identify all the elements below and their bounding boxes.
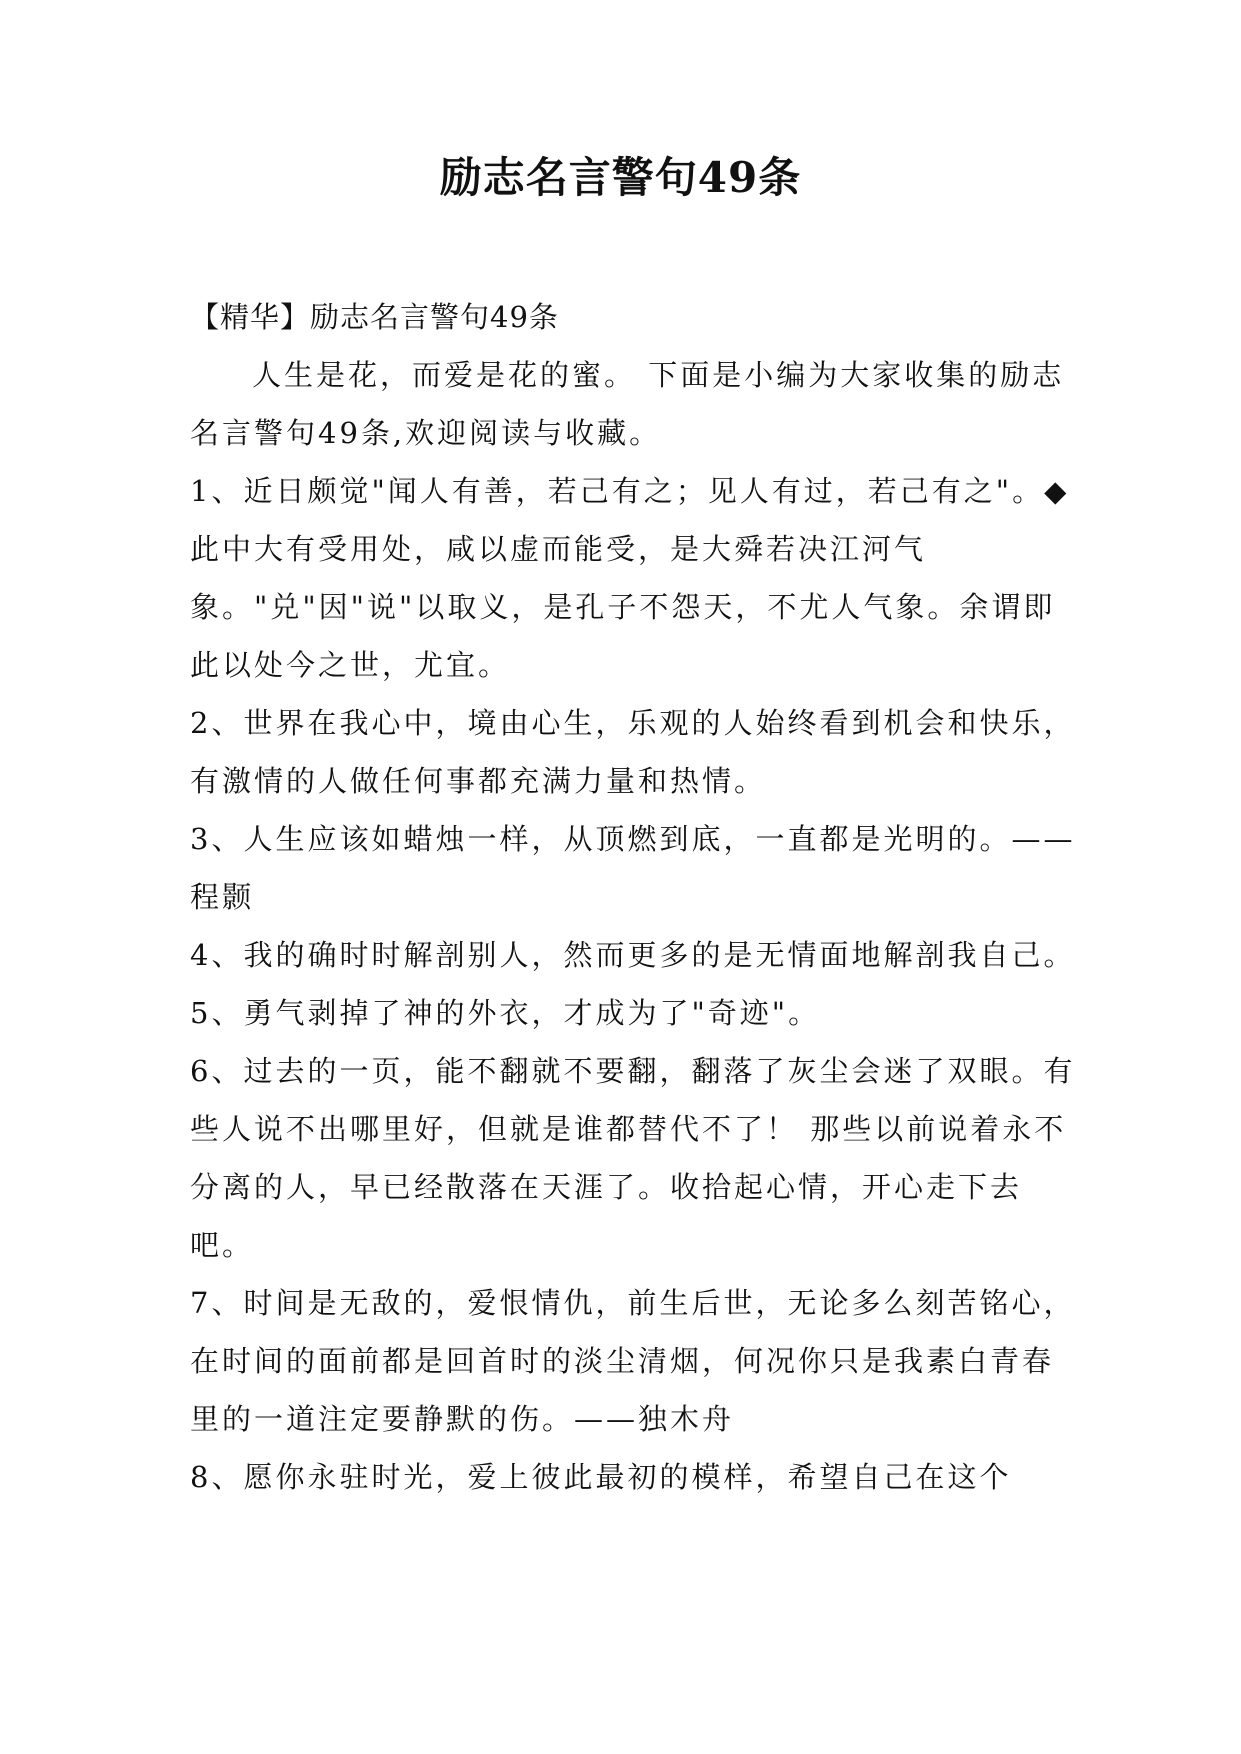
quote-item-6: 6、过去的一页，能不翻就不要翻，翻落了灰尘会迷了双眼。有些人说不出哪里好，但就是谁都替代不了！ 那些以前说着永不分离的人，早已经散落在天涯了。收拾起心情，开心走下去吧。: [190, 1054, 1076, 1262]
quote-item-7: 7、时间是无敌的，爱恨情仇，前生后世，无论多么刻苦铭心，在时间的面前都是回首时的淡尘清烟，何况你只是我素白青春里的一道注定要静默的伤。——独木舟: [190, 1286, 1076, 1436]
quote-item-1: 1、近日颇觉"闻人有善，若己有之；见人有过，若己有之"。◆此中大有受用处，咸以虚而能受，是大舜若决江河气象。"兑"因"说"以取义，是孔子不怨天，不尤人气象。余谓即此以处今之世，尤宜。: [190, 474, 1070, 682]
quote-item-5: 5、勇气剥掉了神的外衣，才成为了"奇迹"。: [190, 996, 821, 1030]
intro-paragraph: 人生是花，而爱是花的蜜。 下面是小编为大家收集的励志名言警句49条,欢迎阅读与收藏。: [190, 358, 1065, 450]
document-body: [190, 288, 1080, 1506]
quote-item-3: 3、人生应该如蜡烛一样，从顶燃到底，一直都是光明的。——程颢: [190, 822, 1076, 914]
document-subtitle: 【精华】励志名言警句49条: [190, 300, 559, 334]
quote-item-8: 8、愿你永驻时光，爱上彼此最初的模样，希望自己在这个: [190, 1460, 1012, 1494]
quote-item-4: 4、我的确时时解剖别人，然而更多的是无情面地解剖我自己。: [190, 938, 1076, 972]
quote-item-2: 2、世界在我心中，境由心生，乐观的人始终看到机会和快乐，有激情的人做任何事都充满力量和热情。: [190, 706, 1076, 798]
document-title: 励志名言警句49条: [439, 153, 802, 202]
